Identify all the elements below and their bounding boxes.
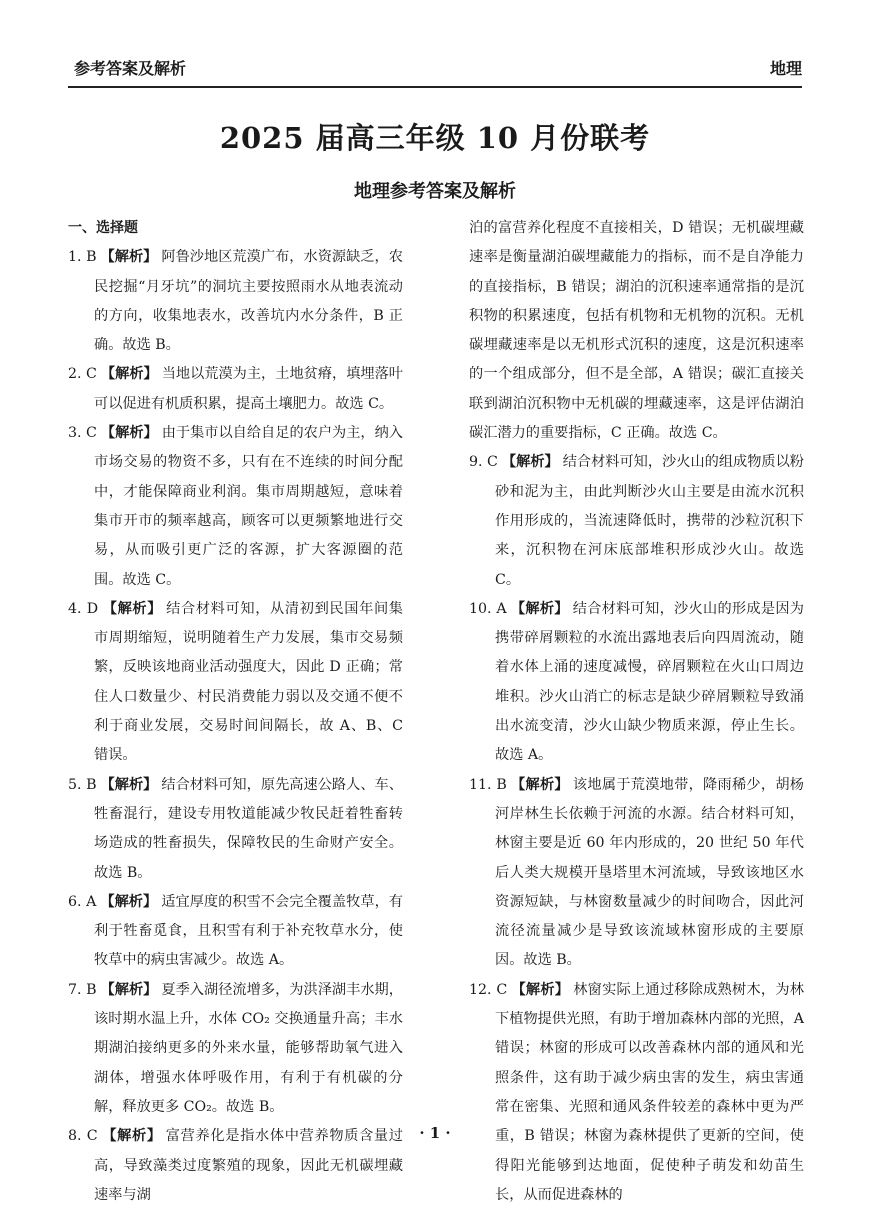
answer-number: 3. C [68, 425, 97, 442]
left-column [68, 214, 403, 1210]
answer-list-left [68, 243, 403, 1210]
answer-item [469, 771, 804, 976]
answer-explanation: 夏季入湖径流增多，为洪泽湖丰水期，该时期水温上升，水体 CO₂ 交换通量升高；丰水期湖泊接纳更多的外来水量，能够帮助氧气进入湖体，增强水体呼吸作用，有利于有机碳的分解，释放更多 CO₂。故选 B。 [94, 981, 403, 1115]
answer-explanation: 林窗实际上通过移除成熟树木，为林下植物提供光照，有助于增加森林内部的光照，A 错误；林窗的形成可以改善森林内部的通风和光照条件，这有助于减少病虫害的发生，病虫害通常在密集、光照和通风条件较差的森林中更为严重，B 错误；林窗为森林提供了更新的空间，使得阳光能够到达地面，促使种子萌发和幼苗生长，从而促进森林的 [495, 981, 804, 1203]
analysis-tag: 【解析】 [100, 776, 158, 793]
answer-item [68, 243, 403, 360]
answer-number: 10. A [469, 600, 507, 617]
answer-list-right [469, 448, 804, 1210]
answer-item [68, 888, 403, 976]
answer-number: 9. C [469, 454, 498, 471]
header-subject: 地理 [769, 59, 802, 78]
answer-number: 11. B [469, 776, 507, 793]
answer-number: 2. C [68, 366, 97, 383]
answer-item [68, 771, 403, 888]
answer-explanation: 富营养化是指水体中营养物质含量过高，导致藻类过度繁殖的现象，因此无机碳埋藏速率与湖 [94, 1128, 403, 1203]
continued-text: 泊的富营养化程度不直接相关，D 错误；无机碳埋藏速率是衡量湖泊碳埋藏能力的指标，而不是自净能力的直接指标，B 错误；湖泊的沉积速率通常指的是沉积物的积累速度，包括有机物和无机物的沉积。无机碳埋藏速率是以无机形式沉积的速度，这是沉积速率的一个组成部分，但不是全部，A 错误；碳汇直接关联到湖泊沉积物中无机碳的埋藏速率，这是评估湖泊碳汇潜力的重要指标，C 正确。故选 C。 [469, 220, 804, 442]
analysis-tag: 【解析】 [100, 981, 158, 998]
answer-explanation: 结合材料可知，从清初到民国年间集市周期缩短，说明随着生产力发展，集市交易频繁，反映该地商业活动强度大，因此 D 正确；常住人口数量少、村民消费能力弱以及交通不便不利于商业发展，交易时间间隔长，故 A、B、C 错误。 [94, 600, 403, 764]
answer-item [68, 595, 403, 771]
analysis-tag: 【解析】 [510, 600, 569, 617]
answer-item [469, 595, 804, 771]
answer-item [68, 976, 403, 1122]
answer-item [68, 419, 403, 595]
answer-number: 12. C [469, 981, 508, 998]
answer-explanation: 结合材料可知，原先高速公路人、车、牲畜混行，建设专用牧道能减少牧民赶着牲畜转场造成的牲畜损失，保障牧民的生命财产安全。故选 B。 [94, 776, 403, 881]
answer-explanation: 适宜厚度的积雪不会完全覆盖牧草，有利于牲畜觅食，且积雪有利于补充牧草水分，使牧草中的病虫害减少。故选 A。 [94, 893, 403, 969]
answer-number: 8. C [68, 1128, 98, 1145]
analysis-tag: 【解析】 [100, 893, 158, 910]
analysis-tag: 【解析】 [501, 454, 559, 471]
header-rule [68, 86, 802, 88]
analysis-tag: 【解析】 [511, 981, 570, 998]
answer-explanation: 阿鲁沙地区荒漠广布，水资源缺乏，农民挖掘“月牙坑”的洞坑主要按照雨水从地表流动的方向，收集地表水，改善坑内水分条件，B 正确。故选 B。 [94, 249, 403, 354]
analysis-tag: 【解析】 [101, 1128, 162, 1145]
answer-item [469, 448, 804, 594]
answer-explanation: 由于集市以自给自足的农户为主，纳入市场交易的物资不多，只有在不连续的时间分配中，才能保障商业利润。集市周期越短，意味着集市开市的频率越高，顾客可以更频繁地进行交易，从而吸引更广泛的客源，扩大客源圈的范围。故选 C。 [94, 425, 403, 588]
answer-item [68, 360, 403, 419]
answer-explanation: 结合材料可知，沙火山的形成是因为携带碎屑颗粒的水流出露地表后向四周流动，随着水体上涌的速度减慢，碎屑颗粒在火山口周边堆积。沙火山消亡的标志是缺少碎屑颗粒导致涌出水流变清，沙火山缺少物质来源，停止生长。故选 A。 [495, 600, 804, 764]
analysis-tag: 【解析】 [510, 776, 569, 793]
answer-number: 7. B [68, 981, 97, 998]
answer-explanation: 该地属于荒漠地带，降雨稀少，胡杨河岸林生长依赖于河流的水源。结合材料可知，林窗主要是近 60 年内形成的，20 世纪 50 年代后人类大规模开垦塔里木河流域，导致该地区水资源短缺，与林窗数量减少的时间吻合，因此河流径流量减少是导致该流域林窗形成的主要原因。故选 B。 [495, 776, 804, 969]
page-number: · 1 · [419, 1124, 451, 1142]
page-subtitle: 地理参考答案及解析 [354, 181, 516, 202]
answer-explanation: 结合材料可知，沙火山的组成物质以粉砂和泥为主，由此判断沙火山主要是由流水沉积作用形成的，当流速降低时，携带的沙粒沉积下来，沉积物在河床底部堆积形成沙火山。故选 C。 [495, 454, 804, 588]
answer-explanation: 当地以荒漠为主，土地贫瘠，填埋落叶可以促进有机质积累，提高土壤肥力。故选 C。 [94, 366, 403, 412]
answer-item [469, 976, 804, 1210]
answer-number: 1. B [68, 249, 97, 266]
analysis-tag: 【解析】 [100, 249, 158, 266]
analysis-tag: 【解析】 [102, 600, 163, 617]
answer-number: 5. B [68, 776, 97, 793]
section-heading: 一、选择题 [68, 220, 138, 236]
answer-number: 6. A [68, 893, 97, 910]
right-column [469, 214, 804, 1210]
page-header [74, 56, 802, 84]
analysis-tag: 【解析】 [100, 366, 158, 383]
answer-number: 4. D [68, 600, 99, 617]
page-title: 2025 届高三年级 10 月份联考 [219, 121, 651, 155]
header-doc-type: 参考答案及解析 [74, 59, 187, 78]
analysis-tag: 【解析】 [100, 425, 158, 442]
